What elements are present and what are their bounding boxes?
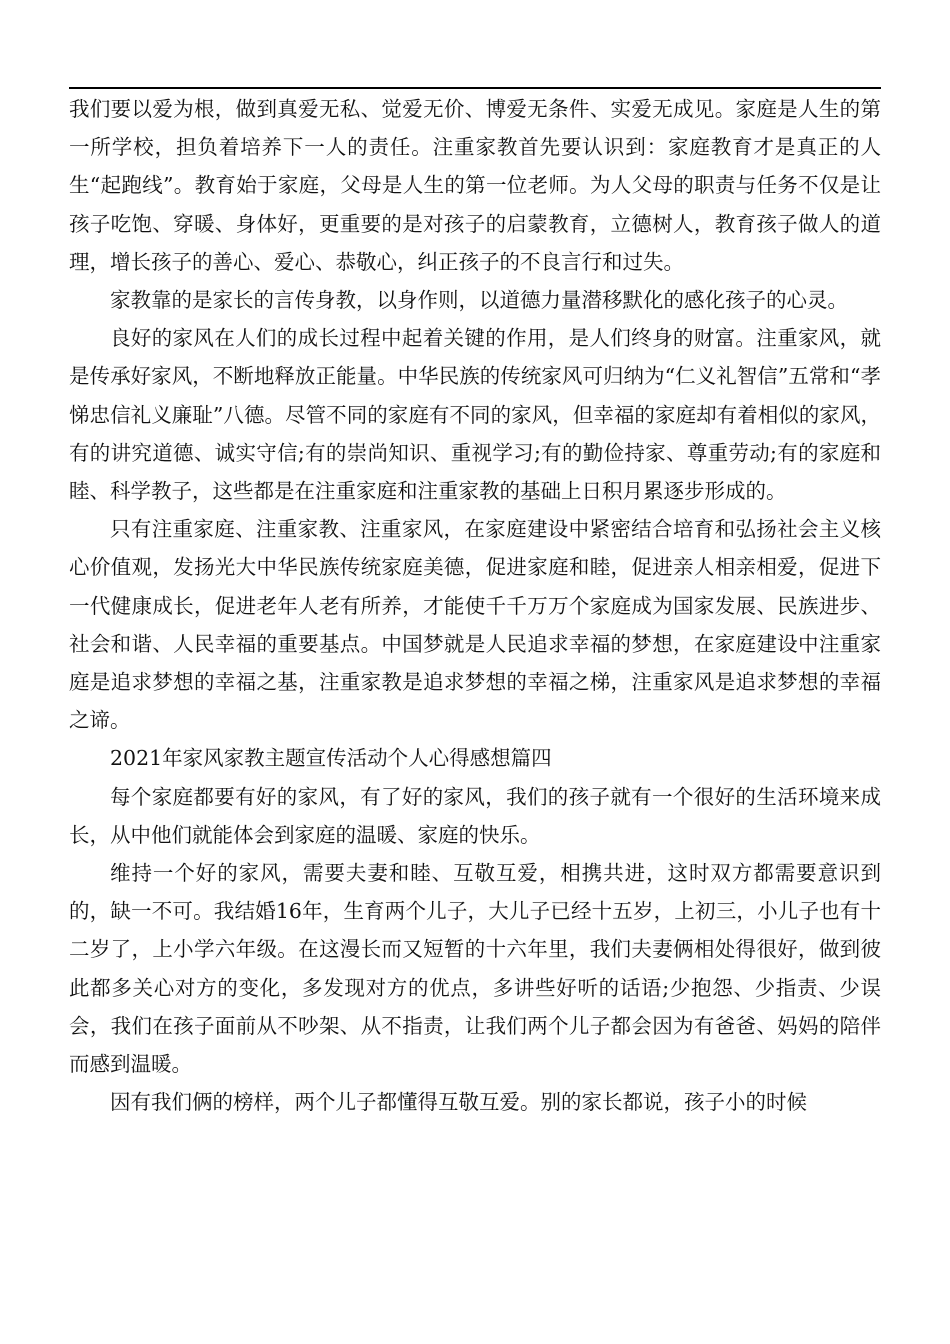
- document-body: [69, 90, 881, 1121]
- section-heading: 2021年家风家教主题宣传活动个人心得感想篇四: [110, 746, 552, 771]
- header-rule: [69, 87, 881, 89]
- paragraph: 维持一个好的家风，需要夫妻和睦、互敬互爱，相携共进，这时双方都需要意识到的，缺一不可。我结婚16年，生育两个儿子，大儿子已经十五岁，上初三，小儿子也有十二岁了，上小学六年级。在这漫长而又短暂的十六年里，我们夫妻俩相处得很好，做到彼此都多关心对方的变化，多发现对方的优点，多讲些好听的话语;少抱怨、少指责、少误会，我们在孩子面前从不吵架、从不指责，让我们两个儿子都会因为有爸爸、妈妈的陪伴而感到温暖。: [69, 861, 881, 1077]
- paragraph: 我们要以爱为根，做到真爱无私、觉爱无价、博爱无条件、实爱无成见。家庭是人生的第一所学校，担负着培养下一人的责任。注重家教首先要认识到：家庭教育才是真正的人生“起跑线”。教育始于家庭，父母是人生的第一位老师。为人父母的职责与任务不仅是让孩子吃饱、穿暖、身体好，更重要的是对孩子的启蒙教育，立德树人，教育孩子做人的道理，增长孩子的善心、爱心、恭敬心，纠正孩子的不良言行和过失。: [69, 97, 881, 274]
- paragraph: 因有我们俩的榜样，两个儿子都懂得互敬互爱。别的家长都说，孩子小的时候: [110, 1090, 807, 1115]
- paragraph: 只有注重家庭、注重家教、注重家风，在家庭建设中紧密结合培育和弘扬社会主义核心价值观，发扬光大中华民族传统家庭美德，促进家庭和睦，促进亲人相亲相爱，促进下一代健康成长，促进老年人老有所养，才能使千千万万个家庭成为国家发展、民族进步、社会和谐、人民幸福的重要基点。中国梦就是人民追求幸福的梦想，在家庭建设中注重家庭是追求梦想的幸福之基，注重家教是追求梦想的幸福之梯，注重家风是追求梦想的幸福之谛。: [69, 517, 881, 733]
- paragraph: 家教靠的是家长的言传身教，以身作则，以道德力量潜移默化的感化孩子的心灵。: [110, 288, 848, 313]
- paragraph: 良好的家风在人们的成长过程中起着关键的作用，是人们终身的财富。注重家风，就是传承好家风，不断地释放正能量。中华民族的传统家风可归纳为“仁义礼智信”五常和“孝悌忠信礼义廉耻”八德。尽管不同的家庭有不同的家风，但幸福的家庭却有着相似的家风，有的讲究道德、诚实守信;有的崇尚知识、重视学习;有的勤俭持家、尊重劳动;有的家庭和睦、科学教子，这些都是在注重家庭和注重家教的基础上日积月累逐步形成的。: [69, 326, 881, 504]
- paragraph: 每个家庭都要有好的家风，有了好的家风，我们的孩子就有一个很好的生活环境来成长，从中他们就能体会到家庭的温暖、家庭的快乐。: [69, 784, 881, 847]
